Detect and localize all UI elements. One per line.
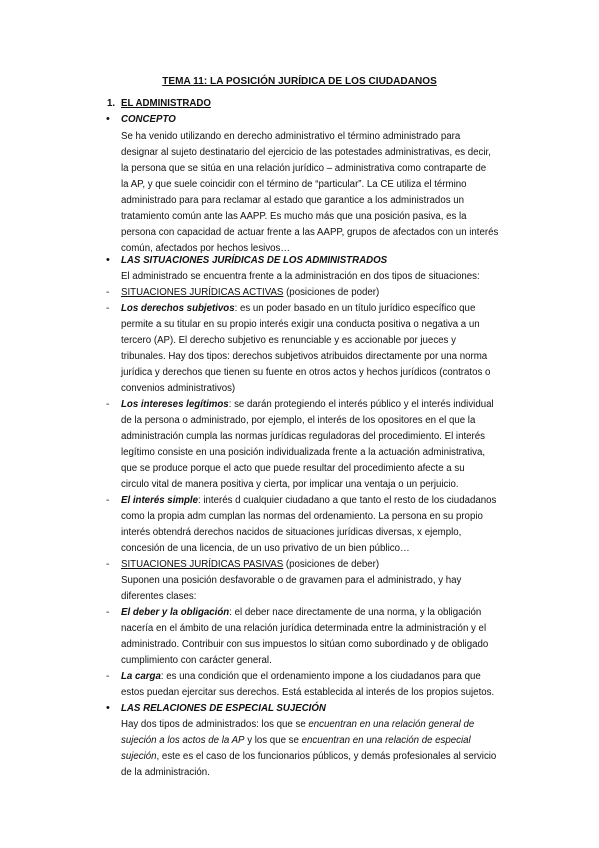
intereses-legitimos-line: administración cumpla las normas jurídicas reguladoras del procedimiento. El interés [121,431,485,442]
activas-label: SITUACIONES JURÍDICAS ACTIVAS [121,287,284,298]
bullet-marker: • [106,113,110,125]
especial-italic-text: sujeción [121,751,157,762]
especial-text: Hay dos tipos de administrados: los que se [121,719,309,730]
carga-first-line [121,671,481,683]
derechos-subjetivos-term: Los derechos subjetivos [121,303,235,314]
concepto-line: administrado para para reclamar al estado que garantice a los administrados un [121,195,465,206]
derechos-subjetivos-line: convenios administrativos) [121,383,236,394]
intereses-legitimos-first-line [121,399,494,411]
situaciones-intro: El administrado se encuentra frente a la administración en dos tipos de situaciones: [121,271,480,282]
dash-marker: - [106,671,110,682]
concepto-line: persona con capacidad de actuar frente a las AAPP, grupos de afectados con un interés [121,227,499,238]
derechos-subjetivos-line: permite a su titular en su propio interés exigir una conducta positiva o negativa a un [121,319,480,330]
carga-term: La carga [121,671,161,682]
dash-marker: - [106,607,110,618]
pasivas-label: SITUACIONES JURÍDICAS PASIVAS [121,559,284,570]
deber-obligacion-line: nacería en el ámbito de una relación jurídica determinada entre la administración y el [121,623,487,634]
activas-note: (posiciones de poder) [283,287,380,298]
intereses-legitimos-line: legítimo consiste en una posición individualizada frente a la actuación administrativa, [121,447,486,458]
especial-italic-text: encuentran en una relación general de [308,719,475,730]
dash-marker: - [106,399,110,410]
dash-marker: - [106,559,110,570]
carga-text: : es una condición que el ordenamiento impone a los ciudadanos para que [160,671,481,682]
pasivas-line: Suponen una posición desfavorable o de gravamen para el administrado, y hay [121,575,462,586]
especial-italic-text: encuentran en una relación de especial [301,735,471,746]
especial-line [121,735,471,747]
derechos-subjetivos-first-line [121,303,475,315]
concepto-line: la AP, y que suele coincidir con el término de “particular”. La CE utiliza el término [121,179,467,190]
intereses-legitimos-line: circulo vital de manera positiva y cierta, por implicar una ventaja o un perjuicio. [121,479,459,490]
deber-obligacion-text: : el deber nace directamente de una norma, y la obligación [229,607,482,618]
dash-marker: - [106,495,110,506]
derechos-subjetivos-text: : es un poder basado en un título jurídico específico que [234,303,476,314]
especial-text: , este es el caso de los funcionarios públicos, y demás profesionales al servicio [156,751,497,762]
deber-obligacion-line: cumplimiento con carácter general. [121,655,272,666]
especial-heading: LAS RELACIONES DE ESPECIAL SUJECIÓN [121,703,326,714]
pasivas-line: diferentes clases: [121,591,197,602]
page-title: TEMA 11: LA POSICIÓN JURÍDICA DE LOS CIUDADANOS [162,76,437,87]
situaciones-heading: LAS SITUACIONES JURÍDICAS DE LOS ADMINISTRADOS [121,255,388,266]
concepto-line: designar al sujeto destinatario del ejercicio de las potestades administrativas, es decir, [121,147,491,158]
especial-line [121,751,496,763]
concepto-line: la persona que se sitúa en una relación jurídico – administrativa como contraparte de [121,163,487,174]
pasivas-note: (posiciones de deber) [283,559,380,570]
deber-obligacion-line: administrado. Contribuir con sus impuestos lo sitúan como subordinado y de obligado [121,639,489,650]
concepto-line: común, afectados por hechos lesivos… [121,243,291,254]
interes-simple-term: El interés simple [121,495,198,506]
concepto-heading: CONCEPTO [121,114,176,125]
derechos-subjetivos-line: tercero (AP). El derecho subjetivo es renunciable y es accionable por jueces y [121,335,456,346]
intereses-legitimos-term: Los intereses legítimos [121,399,229,410]
dash-marker: - [106,303,110,314]
intereses-legitimos-line: que se produce porque el acto que puede resultar del procedimiento afecte a su [121,463,465,474]
dash-marker: - [106,287,110,298]
bullet-marker: • [106,702,110,714]
intereses-legitimos-line: de la persona o administrado, por ejemplo, el interés de los opositores en el que la [121,415,476,426]
activas-heading [121,287,379,299]
especial-italic-text: sujeción a los actos de la AP [121,735,245,746]
concepto-line: tratamiento común ante las AAPP. Es mucho más que una posición pasiva, es la [121,211,467,222]
intereses-legitimos-text: : se darán protegiendo el interés público y el interés individual [228,399,494,410]
interes-simple-text: : interés d cualquier ciudadano a que tanto el resto de los ciudadanos [198,495,497,506]
especial-line: de la administración. [121,767,210,778]
derechos-subjetivos-line: tribunales. Hay dos tipos: derechos subjetivos atribuidos directamente por una norma [121,351,488,362]
interes-simple-first-line [121,495,496,507]
bullet-marker: • [106,254,110,266]
carga-line: estos puedan ejercitar sus derechos. Está establecida al interés de los propios sujetos. [121,687,495,698]
especial-text: y los que se [244,735,302,746]
deber-obligacion-term: El deber y la obligación [121,607,230,618]
derechos-subjetivos-line: jurídica y derechos que tienen su fuente en otros actos y hechos jurídicos (contratos o [121,367,491,378]
section-heading: EL ADMINISTRADO [121,98,211,109]
interes-simple-line: interés obtendrá derechos nacidos de situaciones jurídicas diversas, x ejemplo, [121,527,462,538]
concepto-line: Se ha venido utilizando en derecho administrativo el término administrado para [121,131,461,142]
interes-simple-line: concesión de una licencia, de un uso privativo de un bien público… [121,543,410,554]
pasivas-heading [121,559,379,571]
section-number: 1. [107,98,116,109]
especial-line [121,719,474,731]
interes-simple-line: como la propia adm cumplan las normas del ordenamiento. La persona en su propio [121,511,483,522]
deber-obligacion-first-line [121,607,481,619]
